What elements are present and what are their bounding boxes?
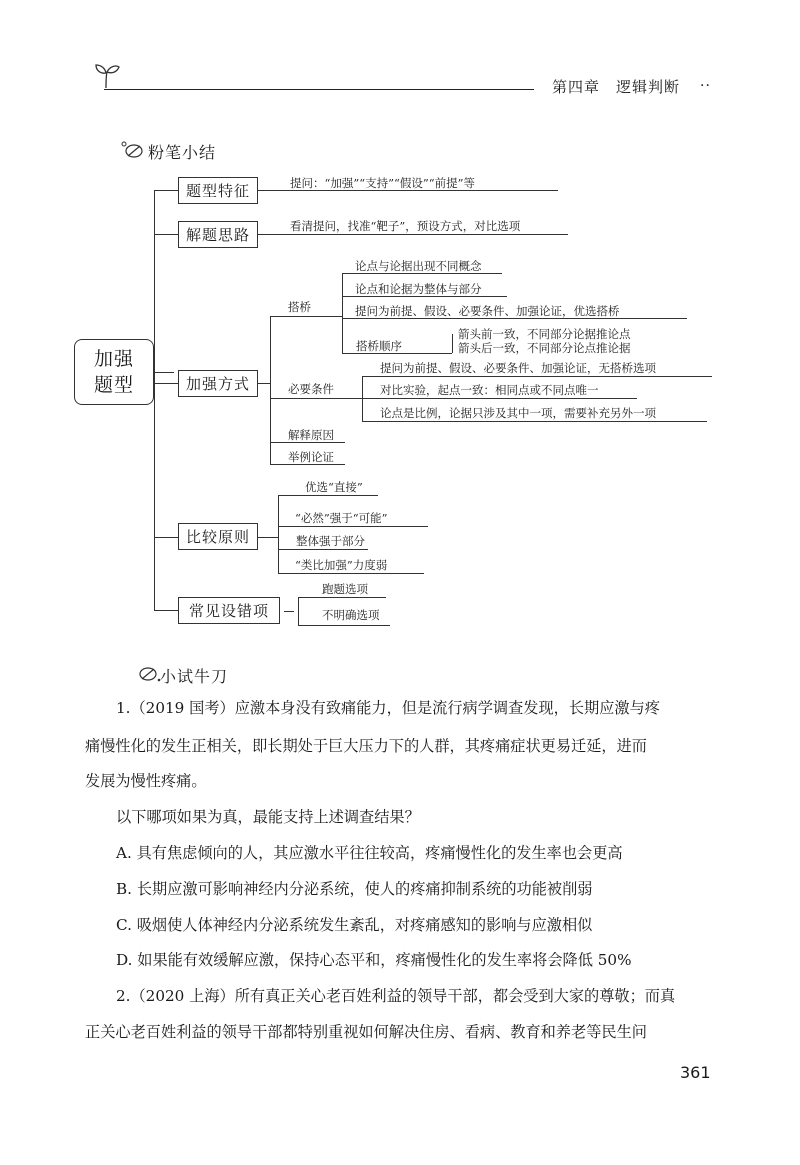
traps-item-2: 不明确选项 <box>322 608 380 622</box>
connector-methods <box>154 383 178 384</box>
methods-out <box>258 383 270 384</box>
label-bridge: 搭桥 <box>288 300 311 314</box>
compare-item-4: “类比加强”力度弱 <box>295 558 388 572</box>
line-solving <box>258 234 568 235</box>
bridge-item-1: 论点与论据出现不同概念 <box>355 259 482 273</box>
label-example: 举例论证 <box>288 450 334 464</box>
q2-line-2: 正关心老百姓利益的领导干部都特别重视如何解决住房、看病、教育和养老等民生问 <box>85 1023 647 1041</box>
necessary-line <box>270 398 362 399</box>
traps-item-1-line <box>298 597 386 598</box>
compare-item-3: 整体强于部分 <box>296 534 365 548</box>
connector-type-feature <box>154 190 178 191</box>
node-methods: 加强方式 <box>178 370 258 397</box>
practice-title: 小试牛刀 <box>160 667 229 686</box>
connector-solving <box>154 234 178 235</box>
q1-line-1: 1.（2019 国考）应激本身没有致痛能力，但是流行病学调查发现，长期应激与疼 <box>116 699 660 717</box>
header-dots: ·· <box>700 78 711 94</box>
label-explain: 解释原因 <box>288 428 334 442</box>
traps-item-2-line <box>298 625 390 626</box>
compare-item-2-line <box>278 526 428 527</box>
bridge-order-label: 搭桥顺序 <box>356 339 402 353</box>
compare-item-1: 优选“直接” <box>305 480 363 494</box>
compare-item-3-line <box>278 549 368 550</box>
traps-item-1: 跑题选项 <box>322 582 368 596</box>
q2-line-1: 2.（2020 上海）所有真正关心老百姓利益的领导干部，都会受到大家的尊敬；而真 <box>116 987 676 1005</box>
text-solving: 看清提问，找准“靶子”，预设方式，对比选项 <box>290 219 521 233</box>
necessary-item-3: 论点是比例，论据只涉及其中一项，需要补充另外一项 <box>380 406 656 420</box>
compare-item-1-line <box>278 495 378 496</box>
necessary-item-3-line <box>362 421 707 422</box>
bridge-order-line-1: 箭头前一致，不同部分论据推论点 <box>458 327 631 341</box>
q1-option-a: A. 具有焦虑倾向的人，其应激水平往往较高，疼痛慢性化的发生率也会更高 <box>116 844 623 862</box>
connector-compare <box>154 537 178 538</box>
bridge-line <box>270 316 342 317</box>
connector-traps <box>154 610 178 611</box>
header-rule <box>104 89 534 90</box>
q1-option-b: B. 长期应激可影响神经内分泌系统，使人的疼痛抑制系统的功能被削弱 <box>116 880 593 898</box>
node-solving: 解题思路 <box>178 221 258 248</box>
q1-line-3: 发展为慢性疼痛。 <box>85 772 207 790</box>
q1-line-2: 痛慢性化的发生正相关，即长期处于巨大压力下的人群，其疼痛症状更易迁延，进而 <box>85 737 647 755</box>
chapter-title: 第四章 逻辑判断 <box>552 78 681 96</box>
root-line-1: 加强 <box>93 348 134 370</box>
root-node <box>74 339 154 405</box>
compare-spine <box>278 495 279 573</box>
pencil-icon <box>138 664 162 684</box>
node-compare: 比较原则 <box>178 523 258 550</box>
bridge-item-3: 提问为前提、假设、必要条件、加强论证，优选搭桥 <box>355 304 620 318</box>
root-connector <box>154 372 174 373</box>
necessary-item-2-line <box>362 398 637 399</box>
node-type-feature: 题型特征 <box>178 177 258 204</box>
bridge-item-2: 论点和论据为整体与部分 <box>355 282 482 296</box>
necessary-item-1-line <box>362 376 712 377</box>
trunk-line <box>154 190 155 610</box>
necessary-item-1: 提问为前提、假设、必要条件、加强论证，无搭桥选项 <box>380 361 656 375</box>
compare-item-2: “必然”强于“可能” <box>295 511 388 525</box>
q1-option-d: D. 如果能有效缓解应激，保持心态平和，疼痛慢性化的发生率将会降低 50% <box>116 951 632 969</box>
bridge-order-line-2: 箭头后一致，不同部分论点推论据 <box>458 341 631 355</box>
bridge-spine <box>342 273 343 353</box>
summary-title: 粉笔小结 <box>148 143 217 162</box>
root-line-2: 题型 <box>93 374 134 396</box>
traps-spine <box>298 597 299 625</box>
q1-question: 以下哪项如果为真，最能支持上述调查结果？ <box>116 808 420 826</box>
q1-option-c: C. 吸烟使人体神经内分泌系统发生紊乱，对疼痛感知的影响与应激相似 <box>116 916 593 934</box>
page-number: 361 <box>680 1063 711 1082</box>
text-type-feature: 提问：“加强”“支持”“假设”“前提”等 <box>290 176 476 190</box>
necessary-item-2: 对比实验，起点一致：相同点或不同点唯一 <box>380 383 599 397</box>
compare-out <box>258 537 278 538</box>
label-necessary: 必要条件 <box>288 382 334 396</box>
node-traps: 常见设错项 <box>178 597 280 624</box>
compare-item-4-line <box>278 573 424 574</box>
leaf-icon <box>92 60 122 92</box>
pencil-circle-icon <box>120 140 146 160</box>
traps-out <box>284 611 294 612</box>
bridge-order-spine <box>452 334 453 353</box>
